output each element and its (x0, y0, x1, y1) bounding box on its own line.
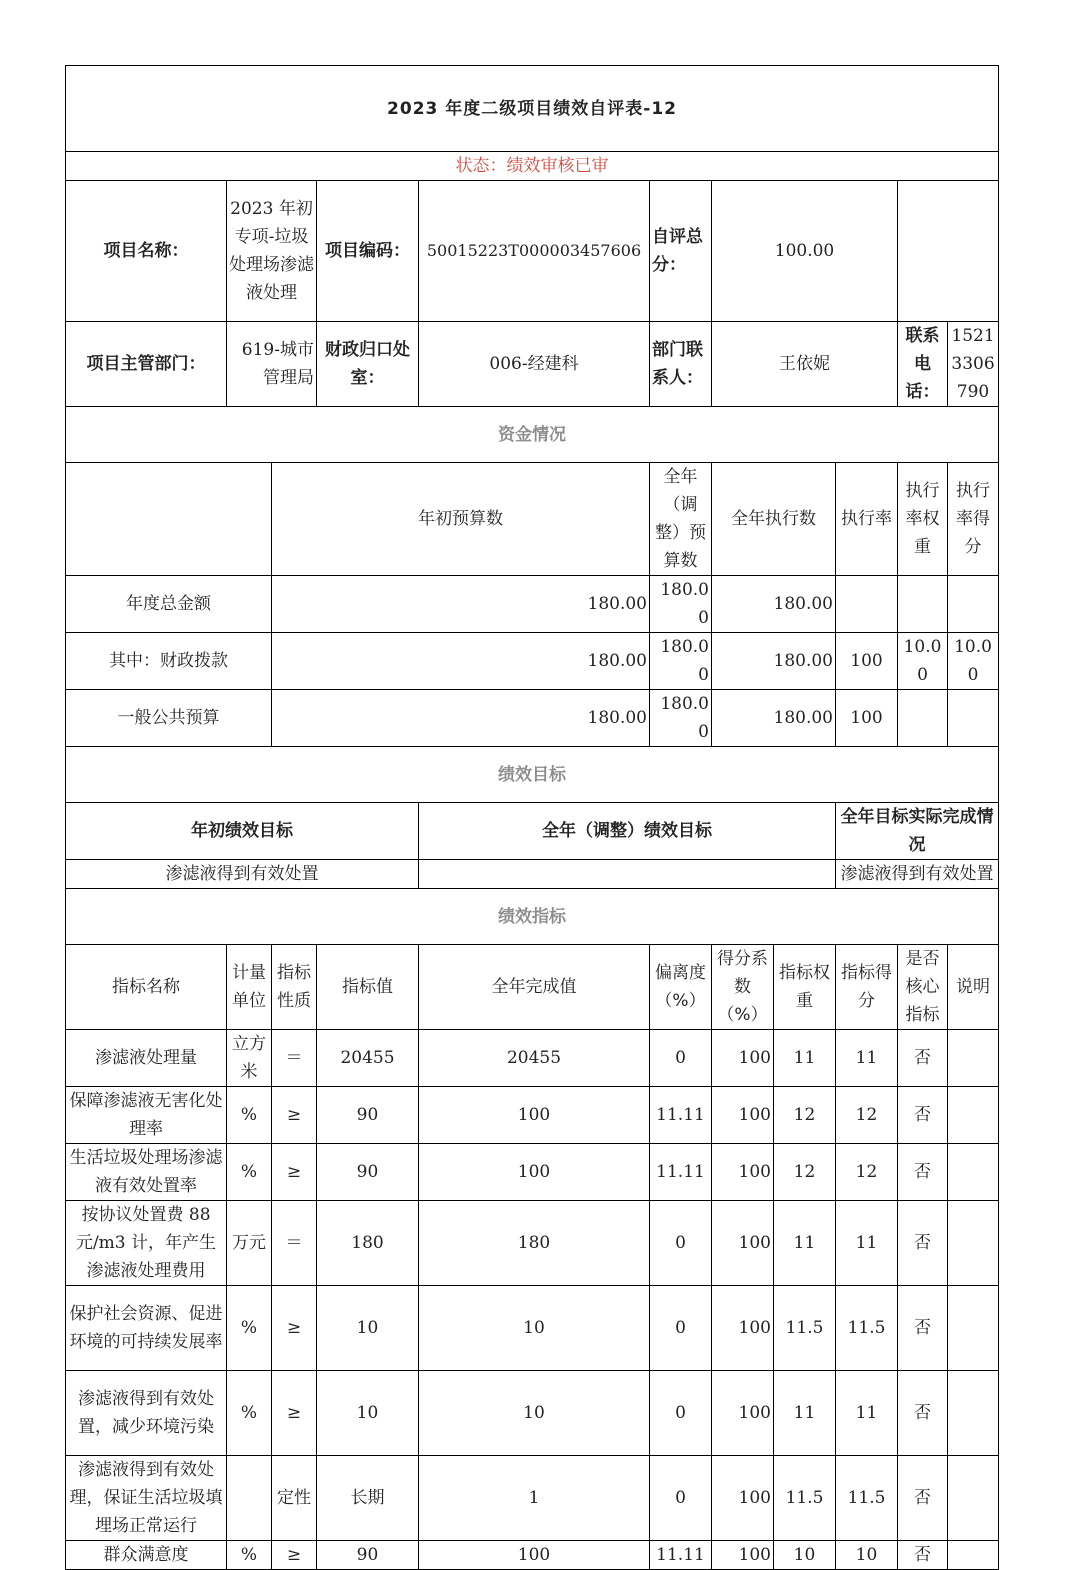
goals-section-title: 绩效目标 (66, 747, 999, 803)
ind-nature: ＝ (272, 1201, 317, 1286)
funds-rate: 100 (836, 690, 898, 747)
ind-name: 群众满意度 (66, 1541, 227, 1570)
funds-weight (898, 690, 948, 747)
funds-adjusted: 180.00 (650, 633, 712, 690)
funds-rate (836, 576, 898, 633)
funds-initial: 180.00 (272, 633, 650, 690)
ind-value: 10 (317, 1371, 419, 1456)
ind-header-weight: 指标权重 (774, 945, 836, 1030)
ind-name: 保护社会资源、促进环境的可持续发展率 (66, 1286, 227, 1371)
ind-note (948, 1456, 999, 1541)
ind-header-score: 指标得分 (836, 945, 898, 1030)
funds-section-title: 资金情况 (66, 407, 999, 463)
ind-score: 11 (836, 1201, 898, 1286)
ind-name: 渗滤液得到有效处理，保证生活垃圾填埋场正常运行 (66, 1456, 227, 1541)
ind-value: 90 (317, 1087, 419, 1144)
funds-rate: 100 (836, 633, 898, 690)
ind-coef: 100 (712, 1201, 774, 1286)
ind-weight: 11.5 (774, 1456, 836, 1541)
indicators-section-title: 绩效指标 (66, 889, 999, 945)
ind-value: 90 (317, 1144, 419, 1201)
ind-deviation: 11.11 (650, 1144, 712, 1201)
ind-header-nature: 指标性质 (272, 945, 317, 1030)
funds-weight: 10.00 (898, 633, 948, 690)
ind-score: 11 (836, 1371, 898, 1456)
finance-office-label: 财政归口处室： (317, 322, 419, 407)
ind-unit: % (227, 1286, 272, 1371)
ind-nature: ≥ (272, 1371, 317, 1456)
ind-note (948, 1087, 999, 1144)
funds-score (948, 576, 999, 633)
ind-value: 10 (317, 1286, 419, 1371)
project-code-label: 项目编码： (317, 181, 419, 322)
ind-core: 否 (898, 1201, 948, 1286)
ind-coef: 100 (712, 1286, 774, 1371)
table-row (66, 1201, 999, 1286)
ind-header-actual: 全年完成值 (419, 945, 650, 1030)
ind-value: 长期 (317, 1456, 419, 1541)
project-code-value: 50015223T000003457606 (419, 181, 650, 322)
funds-row-label: 一般公共预算 (66, 690, 272, 747)
ind-coef: 100 (712, 1030, 774, 1087)
ind-nature: ＝ (272, 1030, 317, 1087)
funds-header-weight: 执行率权重 (898, 463, 948, 576)
funds-executed: 180.00 (712, 690, 836, 747)
ind-actual: 100 (419, 1087, 650, 1144)
funds-adjusted: 180.00 (650, 576, 712, 633)
ind-note (948, 1371, 999, 1456)
ind-name: 生活垃圾处理场渗滤液有效处置率 (66, 1144, 227, 1201)
ind-deviation: 0 (650, 1371, 712, 1456)
ind-core: 否 (898, 1030, 948, 1087)
funds-adjusted: 180.00 (650, 690, 712, 747)
ind-score: 12 (836, 1087, 898, 1144)
funds-score: 10.00 (948, 633, 999, 690)
phone-value: 15213306790 (948, 322, 999, 407)
funds-header-initial: 年初预算数 (272, 463, 650, 576)
ind-nature: ≥ (272, 1541, 317, 1570)
status-text: 状态：绩效审核已审 (66, 152, 999, 181)
ind-coef: 100 (712, 1087, 774, 1144)
goals-adjusted (419, 860, 836, 889)
ind-deviation: 0 (650, 1030, 712, 1087)
funds-header-rate: 执行率 (836, 463, 898, 576)
ind-weight: 12 (774, 1144, 836, 1201)
ind-deviation: 0 (650, 1456, 712, 1541)
ind-coef: 100 (712, 1371, 774, 1456)
ind-weight: 11.5 (774, 1286, 836, 1371)
ind-core: 否 (898, 1144, 948, 1201)
ind-deviation: 11.11 (650, 1087, 712, 1144)
ind-score: 11 (836, 1030, 898, 1087)
ind-header-coef: 得分系数（%） (712, 945, 774, 1030)
ind-deviation: 0 (650, 1201, 712, 1286)
contact-person-value: 王依妮 (712, 322, 898, 407)
ind-unit: % (227, 1541, 272, 1570)
ind-value: 90 (317, 1541, 419, 1570)
ind-name: 渗滤液得到有效处置，减少环境污染 (66, 1371, 227, 1456)
ind-header-unit: 计量单位 (227, 945, 272, 1030)
project-name-label: 项目名称： (66, 181, 227, 322)
table-row (66, 1456, 999, 1541)
ind-score: 11.5 (836, 1456, 898, 1541)
ind-actual: 180 (419, 1201, 650, 1286)
ind-unit: % (227, 1371, 272, 1456)
ind-nature: ≥ (272, 1087, 317, 1144)
ind-score: 12 (836, 1144, 898, 1201)
ind-name: 保障渗滤液无害化处理率 (66, 1087, 227, 1144)
ind-unit: 万元 (227, 1201, 272, 1286)
performance-evaluation-table (65, 65, 999, 1570)
ind-coef: 100 (712, 1144, 774, 1201)
ind-coef: 100 (712, 1456, 774, 1541)
department-value: 619-城市管理局 (227, 322, 317, 407)
ind-core: 否 (898, 1456, 948, 1541)
ind-weight: 11 (774, 1030, 836, 1087)
finance-office-value: 006-经建科 (419, 322, 650, 407)
ind-unit: % (227, 1087, 272, 1144)
goals-header-initial: 年初绩效目标 (66, 803, 419, 860)
funds-initial: 180.00 (272, 576, 650, 633)
ind-note (948, 1030, 999, 1087)
ind-unit (227, 1456, 272, 1541)
table-row (66, 1286, 999, 1371)
ind-core: 否 (898, 1087, 948, 1144)
page-title: 2023 年度二级项目绩效自评表-12 (66, 66, 999, 152)
ind-value: 20455 (317, 1030, 419, 1087)
project-name-value: 2023 年初专项-垃圾处理场渗滤液处理 (227, 181, 317, 322)
ind-core: 否 (898, 1286, 948, 1371)
ind-value: 180 (317, 1201, 419, 1286)
phone-label: 联系电话： (898, 322, 948, 407)
ind-actual: 20455 (419, 1030, 650, 1087)
funds-initial: 180.00 (272, 690, 650, 747)
ind-weight: 10 (774, 1541, 836, 1570)
self-score-value: 100.00 (712, 181, 898, 322)
ind-note (948, 1201, 999, 1286)
ind-deviation: 0 (650, 1286, 712, 1371)
table-row (66, 1371, 999, 1456)
ind-deviation: 11.11 (650, 1541, 712, 1570)
table-row (66, 1144, 999, 1201)
ind-core: 否 (898, 1371, 948, 1456)
ind-weight: 11 (774, 1371, 836, 1456)
ind-weight: 11 (774, 1201, 836, 1286)
funds-header-blank (66, 463, 272, 576)
ind-unit: % (227, 1144, 272, 1201)
ind-unit: 立方米 (227, 1030, 272, 1087)
ind-actual: 100 (419, 1144, 650, 1201)
ind-score: 10 (836, 1541, 898, 1570)
goals-initial: 渗滤液得到有效处置 (66, 860, 419, 889)
ind-weight: 12 (774, 1087, 836, 1144)
ind-actual: 10 (419, 1371, 650, 1456)
funds-executed: 180.00 (712, 633, 836, 690)
goals-actual: 渗滤液得到有效处置 (836, 860, 999, 889)
funds-score (948, 690, 999, 747)
ind-score: 11.5 (836, 1286, 898, 1371)
funds-executed: 180.00 (712, 576, 836, 633)
contact-person-label: 部门联系人： (650, 322, 712, 407)
ind-header-name: 指标名称 (66, 945, 227, 1030)
goals-header-adjusted: 全年（调整）绩效目标 (419, 803, 836, 860)
ind-nature: ≥ (272, 1286, 317, 1371)
ind-nature: 定性 (272, 1456, 317, 1541)
ind-header-note: 说明 (948, 945, 999, 1030)
ind-core: 否 (898, 1541, 948, 1570)
funds-header-adjusted: 全年（调整）预算数 (650, 463, 712, 576)
table-row (66, 1030, 999, 1087)
ind-header-deviation: 偏离度（%） (650, 945, 712, 1030)
self-score-label: 自评总分： (650, 181, 712, 322)
ind-name: 按协议处置费 88 元/m3 计，年产生渗滤液处理费用 (66, 1201, 227, 1286)
table-row (66, 1087, 999, 1144)
ind-actual: 10 (419, 1286, 650, 1371)
ind-note (948, 1286, 999, 1371)
funds-row-label: 年度总金额 (66, 576, 272, 633)
ind-note (948, 1144, 999, 1201)
ind-nature: ≥ (272, 1144, 317, 1201)
ind-coef: 100 (712, 1541, 774, 1570)
empty-cell (898, 181, 999, 322)
funds-row-label: 其中：财政拨款 (66, 633, 272, 690)
goals-header-actual: 全年目标实际完成情况 (836, 803, 999, 860)
ind-actual: 100 (419, 1541, 650, 1570)
department-label: 项目主管部门： (66, 322, 227, 407)
ind-name: 渗滤液处理量 (66, 1030, 227, 1087)
ind-actual: 1 (419, 1456, 650, 1541)
ind-header-core: 是否核心指标 (898, 945, 948, 1030)
funds-header-executed: 全年执行数 (712, 463, 836, 576)
funds-header-score: 执行率得分 (948, 463, 999, 576)
funds-weight (898, 576, 948, 633)
ind-note (948, 1541, 999, 1570)
table-row (66, 1541, 999, 1570)
ind-header-value: 指标值 (317, 945, 419, 1030)
